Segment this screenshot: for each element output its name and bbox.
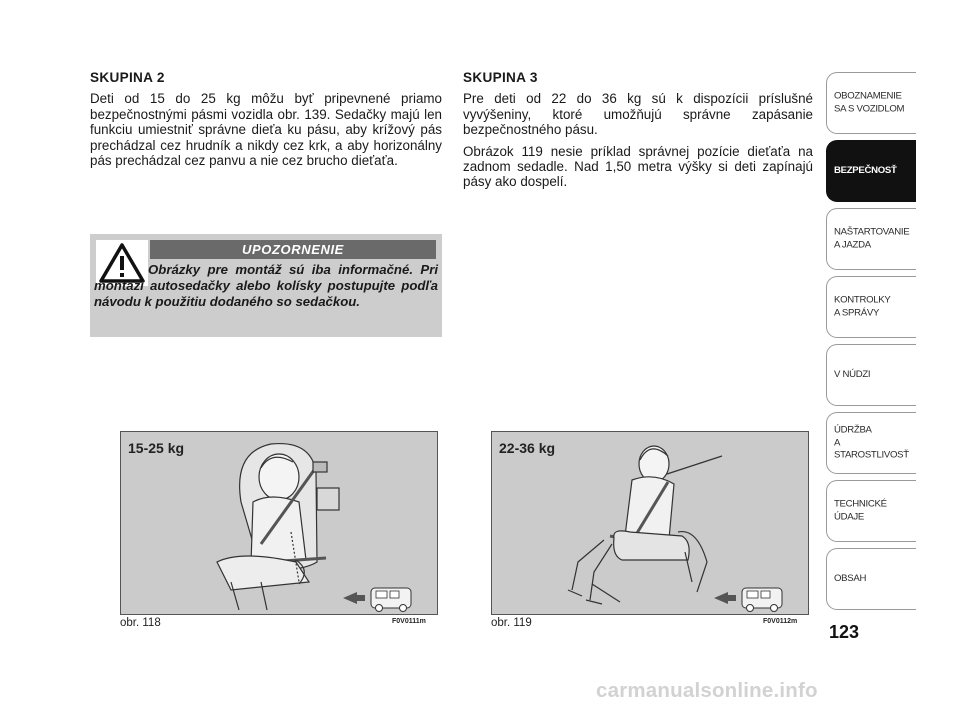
side-tab-v-nudzi[interactable]	[826, 344, 916, 406]
group-2-paragraph: Deti od 15 do 25 kg môžu byť pripevnené priamo bezpečnostnými pásmi vozidla obr. 139. Sedačky majú len funkciu umiestniť správne dieťa ku pásu, aby krížový pás prechádzal cez hrudník a nikdy cez krk, a aby horizonálny pás prechádzal cez panvu a nie cez brucho dieťaťa.	[90, 91, 442, 169]
figure-weight-label: 15-25 kg	[128, 440, 185, 456]
watermark: carmanualsonline.info	[596, 679, 818, 702]
side-tab-technicke-udaje[interactable]	[826, 480, 916, 542]
side-tab-label: OBSAH	[834, 572, 867, 584]
side-tab-label: V NÚDZI	[834, 368, 871, 380]
figure-code: F0V0112m	[763, 618, 798, 625]
side-tab-label: NAŠTARTOVANIE A JAZDA	[834, 226, 910, 250]
side-tab-nastartovanie[interactable]	[826, 208, 916, 270]
right-column	[463, 70, 813, 196]
group-3-paragraph-1: Pre deti od 22 do 36 kg sú k dispozícii príslušné vyvýšeniny, ktoré umožňujú správne zapásanie bezpečnostného pásu.	[463, 91, 813, 138]
child-in-booster-seat-illustration	[121, 432, 439, 616]
car-direction-icon	[343, 588, 411, 612]
side-tab-oboznamenie[interactable]	[826, 72, 916, 134]
side-tab-label: ÚDRŽBA A STAROSTLIVOSŤ	[834, 424, 909, 461]
side-tab-label: TECHNICKÉ ÚDAJE	[834, 498, 887, 522]
page-number: 123	[829, 622, 860, 642]
side-tab-kontrolky[interactable]	[826, 276, 916, 338]
warning-text: Obrázky pre montáž sú iba informačné. Pri montáži autosedačky alebo kolísky postupujte podľa návodu k použitiu dodaného so sedačkou.	[94, 262, 438, 309]
left-column	[90, 70, 442, 174]
side-tab-obsah[interactable]	[826, 548, 916, 610]
figure-119	[491, 431, 809, 615]
figure-code: F0V0111m	[392, 618, 426, 625]
side-tab-bezpecnost[interactable]	[826, 140, 916, 202]
car-direction-icon	[714, 588, 782, 612]
side-tab-udrzba[interactable]	[826, 412, 916, 474]
figure-caption: obr. 119	[491, 617, 532, 629]
group-3-paragraph-2: Obrázok 119 nesie príklad správnej pozície dieťaťa na zadnom sedadle. Nad 1,50 metra výšky si deti zapínajú pásy ako dospelí.	[463, 143, 813, 190]
figure-118	[120, 431, 438, 615]
side-tab-label: BEZPEČNOSŤ	[834, 164, 897, 176]
child-on-booster-cushion-illustration	[492, 432, 810, 616]
side-tab-label: KONTROLKY A SPRÁVY	[834, 294, 891, 318]
warning-box	[90, 234, 442, 337]
section-heading-group-2: SKUPINA 2	[90, 70, 165, 85]
side-tab-label: OBOZNAMENIE SA S VOZIDLOM	[834, 90, 905, 114]
section-heading-group-3: SKUPINA 3	[463, 70, 538, 85]
figure-weight-label: 22-36 kg	[499, 440, 556, 456]
warning-title: UPOZORNENIE	[150, 240, 436, 259]
figure-caption: obr. 118	[120, 617, 161, 629]
